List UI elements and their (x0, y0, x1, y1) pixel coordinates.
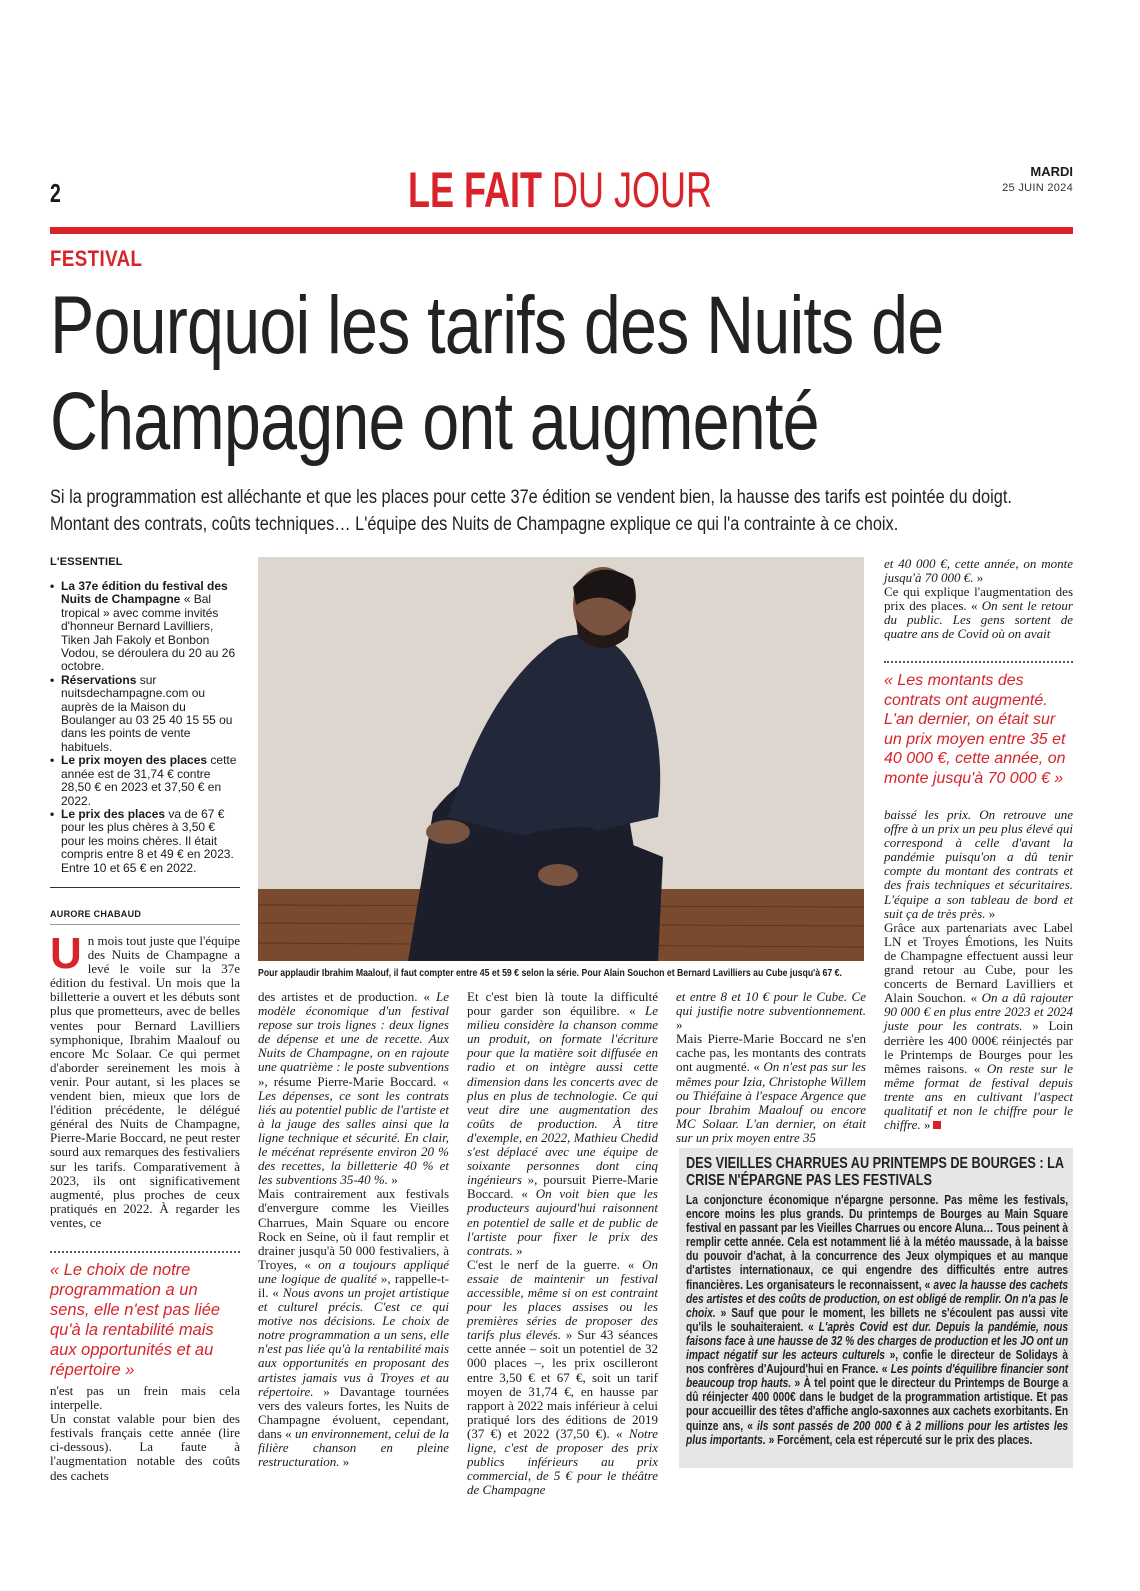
article-col-5: et 40 000 €, cette année, on monte jusqu'à 70 000 €. » Ce qui explique l'augmentation des prix des places. « On sent le retour du public. Les gens sortent de quatre ans de Covid où on avait (884, 556, 1073, 642)
standfirst: Si la programmation est alléchante et que les places pour cette 37e édition se vendent bien, la hausse des tarifs est pointée du doigt. Montant des contrats, coûts techniques… L'équipe des Nuits de Champagne explique ce qui l'a contrainte à ce choix. (50, 487, 1012, 535)
photo-caption: Pour applaudir Ibrahim Maalouf, il faut compter entre 45 et 59 € selon la série. Pour Alain Souchon et Bernard Lavilliers au Cube jusqu'à 67 €. (258, 967, 842, 979)
box-title: DES VIEILLES CHARRUES AU PRINTEMPS DE BOURGES : LA CRISE N'ÉPARGNE PAS LES FESTIVALS (686, 1155, 1064, 1189)
header-rule (50, 227, 1073, 234)
section-title-bold: LE FAIT (408, 162, 542, 218)
headline: Pourquoi les tarifs des Nuits de Champagne ont augmenté (50, 280, 944, 467)
drop-cap: U (50, 929, 82, 978)
article-col-3: Et c'est bien là toute la difficulté pour garder son équilibre. « Le milieu considère la chanson comme un produit, on formate l'écriture pour que la matière soit diffusée en radio et on intègre aussi cette dimension dans les concerts avec de plus en plus de technologie. Ce qui veut dire une augmentation des coûts de production. À titre d'exemple, en 2022, Mathieu Chedid s'est déplacé avec une équipe de soixante personnes dont cinq ingénieurs », poursuit Pierre-Marie Boccard. « On voit bien que les producteurs aujourd'hui raisonnent en potentiel de salle et de public de l'artiste pour fixer le prix des contrats. » C'est le nerf de la guerre. « On essaie de maintenir un festival accessible, même si on est contraint pour les places assises ou les premières séries de proposer des tarifs plus élevés. » Sur 43 séances cette année – soit un potentiel de 32 000 places –, les prix oscilleront entre 3,50 € et 67 €, soit un tarif moyen de 31,74 €, en hausse par rapport à 2022 mais inférieur à celui pratiqué lors des éditions de 2019 (37 €) et 2022 (37,50 €). « Notre ligne, c'est de proposer des prix publics inférieurs au prix commercial, de 5 € pour le théâtre de Champagne (467, 989, 658, 1498)
quote-divider (884, 661, 1073, 663)
essentiel-item: • Réservations sur nuitsdechampagne.com ou auprès de la Maison du Boulanger au 03 25 40 15 55 ou dans les points de vente habituels. (50, 674, 242, 754)
pull-quote-2: « Les montants des contrats ont augmenté. L'an dernier, on était sur un prix moyen entre 35 et 40 000 €, cette année, on monte jusqu'à 70 000 € » (884, 672, 1066, 787)
essentiel-title: L'ESSENTIEL (50, 556, 123, 568)
article-col-1 (50, 929, 240, 1230)
quote-divider (50, 1251, 240, 1253)
article-text: n mois tout juste que l'équipe des Nuits de Champagne a levé le voile sur la 37e édition du festival. Un mois que la billetterie a ouvert et les débuts sont plus que prometteurs, avec de belles ventes pour Bernard Lavilliers symphonique, Ibrahim Maalouf ou encore Mc Solaar. Ce qui permet d'aborder sereinement les mois à venir. Pour autant, si les places se vendent bien, mieux que lors de l'édition précédente, le délégué général des Nuits de Champagne, Pierre-Marie Boccard, ne peut rester sourd aux remarques des festivaliers sur les tarifs. Comparativement à 2023, ils ont significativement augmenté, plus proches de ceux pratiqués en 2022. À regarder les ventes, ce (50, 933, 240, 1230)
divider (50, 887, 240, 888)
issue-day: MARDI (1030, 164, 1073, 179)
section-title (408, 160, 712, 220)
article-col-2: des artistes et de production. « Le modèle économique d'un festival repose sur trois lignes : deux lignes de dépense et une de recette. Aux Nuits de Champagne, on en rajoute une quatrième : le poste subventions », résume Pierre-Marie Boccard. « Les dépenses, ce sont les contrats liés au potentiel public de l'artiste et à la jauge des salles ainsi que la ligne technique et sécurité. En clair, le mécénat représente environ 20 % des recettes, la billetterie 40 % et les subventions 35-40 %. » Mais contrairement aux festivals d'envergure comme les Vieilles Charrues, Main Square ou encore Rock en Seine, où il faut remplir et drainer jusqu'à 50 000 festivaliers, à Troyes, « on a toujours appliqué une logique de qualité », rappelle-t-il. « Nous avons un projet artistique et culturel précis. C'est ce qui motive nos décisions. Le choix de notre programmation a un sens, elle n'est pas liée qu'à la rentabilité mais aux opportunités en proposant des artistes jamais vus à Troyes et au répertoire. » Davantage tournées vers des valeurs fortes, les Nuits de Champagne évoluent, cependant, dans « un environnement, celui de la filière chanson en pleine restructuration. » (258, 989, 450, 1470)
section-title-rest: DU JOUR (552, 162, 713, 218)
essentiel-item: • Le prix des places va de 67 € pour les plus chères à 3,50 € pour les moins chères. Il était compris entre 8 et 49 € en 2023. Entre 10 et 65 € en 2022. (50, 808, 242, 875)
issue-date: 25 JUIN 2024 (1002, 182, 1073, 194)
photo (258, 557, 864, 961)
article-col-5b: baissé les prix. On retrouve une offre à un prix un peu plus élevé qui correspond à celle d'avant la pandémie puisqu'on a dû tenir compte du montant des contrats et des frais techniques et sécuritaires. L'équipe a son tableau de bord et suit ça de très près. » Grâce aux partenariats avec Label LN et Troyes Émotions, les Nuits de Champagne effectuent aussi leur grand retour au Cube, pour les concerts de Bernard Lavilliers et Alain Souchon. « On a dû rajouter 90 000 € en plus entre 2023 et 2024 juste pour les contrats. » Loin derrière les 400 000€ réinjectés par le Printemps de Bourges pour les mêmes raisons. « On reste sur le même format de festival depuis trente ans en cultivant l'aspect qualitatif et non le chiffre pour le chiffre. » (884, 807, 1073, 1133)
kicker: FESTIVAL (50, 246, 143, 271)
article-col-4: et entre 8 et 10 € pour le Cube. Ce qui justifie notre subventionnement. » Mais Pierre-Marie Boccard ne s'en cache pas, les montants des contrats ont augmenté. « On n'est pas sur les mêmes pour Izia, Christophe Willem ou Thiéfaine à l'espace Argence que pour Ibrahim Maalouf ou encore MC Solaar. L'an dernier, on était sur un prix moyen entre 35 (676, 989, 866, 1145)
photo-illustration (258, 557, 864, 961)
box-body: La conjoncture économique n'épargne personne. Pas même les festivals, encore moins les plus grands. Du printemps de Bourges au Main Square festival en passant par les Vieilles Charrues ou encore Aluna… Tous peinent à remplir cette année. Cela est notamment lié à la météo maussade, à la baisse du pouvoir d'achat, à la concurrence des Jeux olympiques et au manque d'artistes internationaux, ce qui engendre des difficultés entre autres financières. Les organisateurs le reconnaissent, « avec la hausse des cachets des artistes et des coûts de production, on est obligé de remplir. On n'a pas le choix. » Sauf que pour le moment, les billets ne s'écoulent pas aussi vite qu'ils le souhaiteraient. « L'après Covid est dur. Depuis la pandémie, nous faisons face à une hausse de 32 % des charges de production et les JO ont un impact négatif sur les acteurs culturels », confie le directeur de Solidays à nos confrères d'Aujourd'hui en France. « Les points d'équilibre financier sont beaucoup trop hauts. » À tel point que le directeur du Printemps de Bourge a dû réinjecter 400 000€ dans le budget de la programmation artistique. Et pas pour accueillir des têtes d'affiche anglo-saxonnes aux cachets exorbitants. En quinze ans, « ils sont passés de 200 000 € à 2 millions pour les artistes les plus importants. » Forcément, cela est répercuté sur le prix des places. (686, 1193, 1069, 1447)
author-byline: AURORE CHABAUD (50, 909, 142, 919)
end-mark (933, 1121, 941, 1129)
page-number: 2 (50, 178, 61, 208)
essentiel-list (50, 580, 242, 875)
pull-quote-1: « Le choix de notre programmation a un sens, elle n'est pas liée qu'à la rentabilité mais aux opportunités et au répertoire » (50, 1261, 221, 1379)
article-col-1b: n'est pas un frein mais cela interpelle. Un constat valable pour bien des festivals français cette année (lire ci-dessous). La faute à l'augmentation notable des coûts des cachets (50, 1383, 240, 1483)
essentiel-item: • La 37e édition du festival des Nuits de Champagne « Bal tropical » avec comme invités d'honneur Bernard Lavilliers, Tiken Jah Fakoly et Bonbon Vodou, se déroulera du 20 au 26 octobre. (50, 580, 242, 674)
divider (50, 924, 240, 925)
essentiel-item: • Le prix moyen des places cette année est de 31,74 € contre 28,50 € en 2023 et 37,50 € en 2022. (50, 754, 242, 808)
